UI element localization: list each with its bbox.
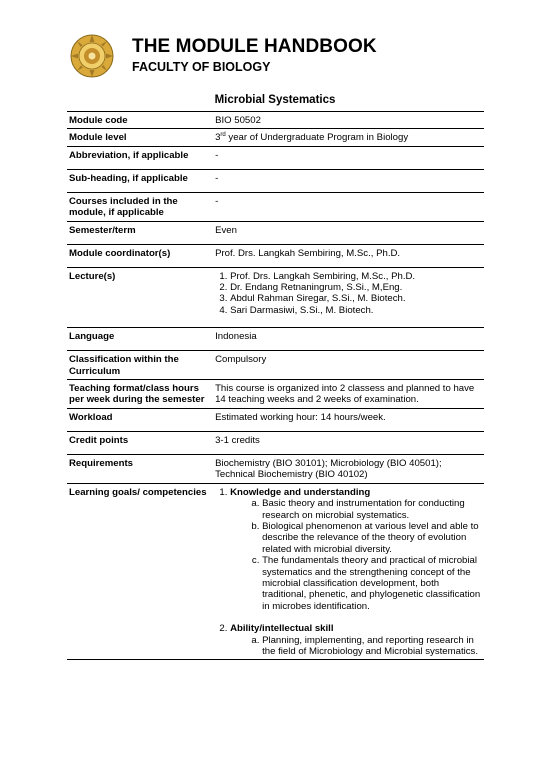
lecturer-item: 3. Abdul Rahman Siregar, S.Si., M. Biotech. [230,293,482,304]
module-title: Microbial Systematics [214,94,336,106]
goal-items [230,498,482,612]
row-value: Biochemistry (BIO 30101); Microbiology (BIO 40501); Technical Biochemistry (BIO 40102) [211,454,484,483]
row-abbreviation [67,146,484,169]
row-subheading [67,169,484,192]
row-learning-goals [67,483,484,660]
goal-section-title: Knowledge and understanding [230,486,371,498]
row-semester [67,221,484,244]
row-label: Teaching format/class hours per week during the semester [67,380,211,409]
row-requirements [67,454,484,483]
row-value: Even [211,221,484,244]
goal-section [230,487,482,623]
row-value [211,483,484,660]
lecturer-item: 1. Prof. Drs. Langkah Sembiring, M.Sc., Ph.D. [230,271,482,282]
goal-items [230,635,482,658]
row-lecturers [67,267,484,328]
row-label: Learning goals/ competencies [67,483,211,660]
faculty-name: FACULTY OF BIOLOGY [132,60,271,74]
handbook-title: THE MODULE HANDBOOK [132,36,377,57]
row-value: BIO 50502 [211,112,484,129]
row-label: Classification within the Curriculum [67,351,211,380]
row-value: Indonesia [211,328,484,351]
learning-goal-sections [215,487,482,658]
goal-section-title: Ability/intellectual skill [230,623,334,635]
row-workload [67,408,484,431]
row-coordinator [67,244,484,267]
row-value: - [211,169,484,192]
goal-section [230,623,482,657]
level-suffix: rd [220,132,226,139]
level-ordinal: 3 [215,132,221,144]
row-label: Requirements [67,454,211,483]
row-label: Semester/term [67,221,211,244]
row-value: - [211,146,484,169]
page-header [70,34,490,80]
row-language [67,328,484,351]
goal-item: a. Basic theory and instrumentation for conducting research on microbial systematics. [262,498,482,521]
goal-item: c. The fundamentals theory and practical of microbial systematics and the strengthening concept of the microbial classification development, both traditional, phenetic, and phylogenetic classification in microbes identification. [262,555,482,612]
lecturer-item: 2. Dr. Endang Retnaningrum, S.Si., M,Eng. [230,282,482,293]
row-value: 3-1 credits [211,431,484,454]
row-value [211,129,484,146]
row-value: Estimated working hour: 14 hours/week. [211,408,484,431]
module-info-table [67,111,484,660]
row-label: Sub-heading, if applicable [67,169,211,192]
row-value [211,267,484,328]
row-label: Courses included in the module, if applicable [67,192,211,221]
row-classification [67,351,484,380]
goal-item: b. Biological phenomenon at various level and able to describe the relevance of the theory of evolution related with microbial diversity. [262,521,482,555]
row-credit-points [67,431,484,454]
university-seal-icon [70,34,114,78]
row-value: - [211,192,484,221]
goal-item: a. Planning, implementing, and reporting research in the field of Microbiology and Microbial systematics. [262,635,482,658]
row-label: Lecture(s) [67,267,211,328]
row-label: Abbreviation, if applicable [67,146,211,169]
lecturer-list [215,271,482,317]
row-label: Module code [67,112,211,129]
row-courses [67,192,484,221]
row-label: Module level [67,129,211,146]
lecturer-item: 4. Sari Darmasiwi, S.Si., M. Biotech. [230,305,482,316]
row-module-code [67,112,484,129]
row-module-level [67,129,484,146]
row-label: Workload [67,408,211,431]
row-label: Language [67,328,211,351]
row-value: Compulsory [211,351,484,380]
row-label: Module coordinator(s) [67,244,211,267]
row-label: Credit points [67,431,211,454]
row-value: This course is organized into 2 classess and planned to have 14 teaching weeks and 2 weeks of examination. [211,380,484,409]
level-text: year of Undergraduate Program in Biology [225,132,409,144]
row-teaching-format [67,380,484,409]
row-value: Prof. Drs. Langkah Sembiring, M.Sc., Ph.D. [211,244,484,267]
